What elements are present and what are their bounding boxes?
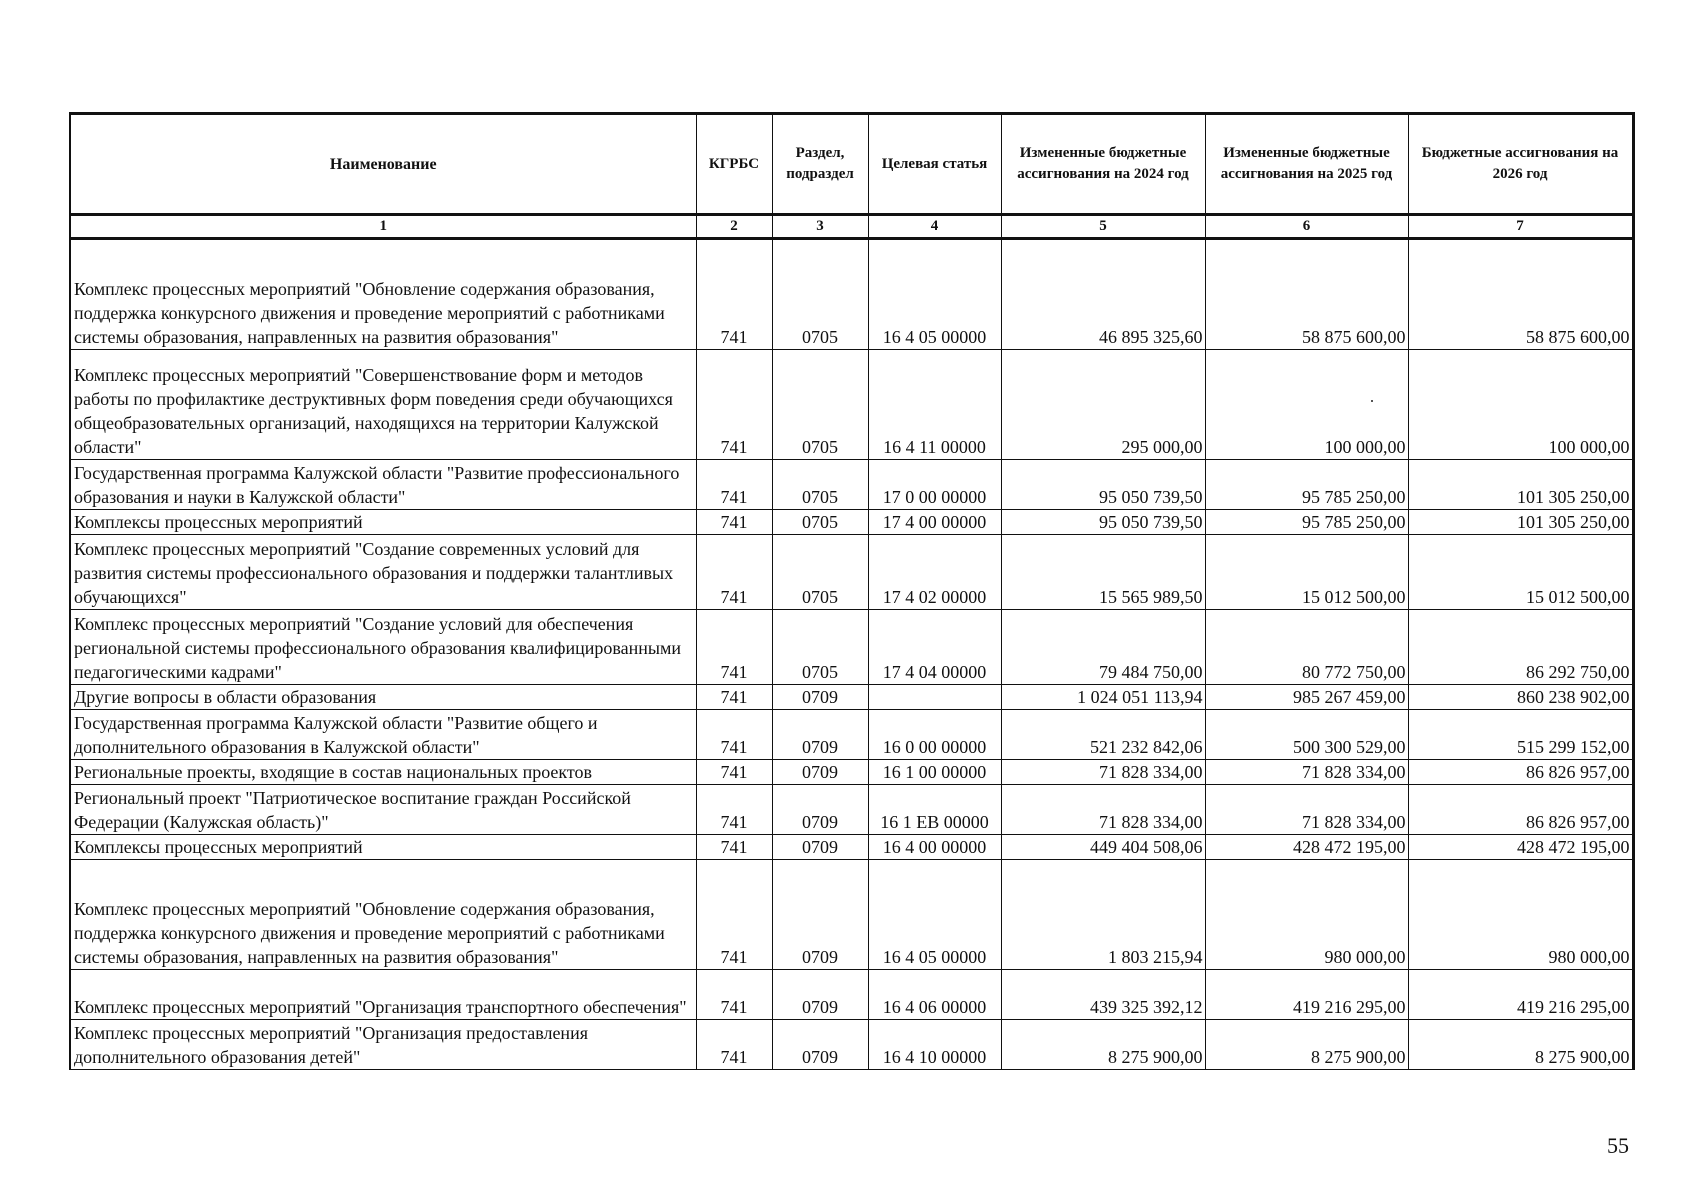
row-amount-2026: 100 000,00 xyxy=(1408,350,1633,460)
row-section: 0709 xyxy=(772,785,868,835)
header-name: Наименование xyxy=(70,114,696,215)
row-name: Государственная программа Калужской области "Развитие профессионального образования и науки в Калужской области" xyxy=(70,460,696,510)
row-kgrbs: 741 xyxy=(696,785,772,835)
row-amount-2026: 86 292 750,00 xyxy=(1408,610,1633,685)
row-amount-2024: 71 828 334,00 xyxy=(1001,785,1205,835)
row-amount-2026: 101 305 250,00 xyxy=(1408,460,1633,510)
scan-speck xyxy=(1371,400,1373,402)
row-target: 16 4 05 00000 xyxy=(868,239,1001,350)
row-section: 0709 xyxy=(772,760,868,785)
table-row xyxy=(70,350,1633,460)
table-body xyxy=(70,239,1633,1070)
row-kgrbs: 741 xyxy=(696,760,772,785)
row-amount-2024: 449 404 508,06 xyxy=(1001,835,1205,860)
table-row xyxy=(70,710,1633,760)
row-amount-2024: 1 803 215,94 xyxy=(1001,860,1205,970)
table-row xyxy=(70,835,1633,860)
row-name: Государственная программа Калужской области "Развитие общего и дополнительного образования в Калужской области" xyxy=(70,710,696,760)
row-kgrbs: 741 xyxy=(696,970,772,1020)
column-number-row xyxy=(70,215,1633,239)
header-2024: Измененные бюджетные ассигнования на 2024 год xyxy=(1001,114,1205,215)
row-amount-2026: 980 000,00 xyxy=(1408,860,1633,970)
row-kgrbs: 741 xyxy=(696,510,772,535)
header-2025: Измененные бюджетные ассигнования на 2025 год xyxy=(1205,114,1408,215)
header-section: Раздел, подраздел xyxy=(772,114,868,215)
table-row xyxy=(70,685,1633,710)
row-amount-2024: 15 565 989,50 xyxy=(1001,535,1205,610)
row-target: 16 4 11 00000 xyxy=(868,350,1001,460)
row-name: Комплексы процессных мероприятий xyxy=(70,835,696,860)
table-row xyxy=(70,970,1633,1020)
row-amount-2024: 521 232 842,06 xyxy=(1001,710,1205,760)
row-section: 0709 xyxy=(772,835,868,860)
row-section: 0705 xyxy=(772,460,868,510)
row-target: 16 4 06 00000 xyxy=(868,970,1001,1020)
row-kgrbs: 741 xyxy=(696,350,772,460)
table-row xyxy=(70,860,1633,970)
row-amount-2025: 419 216 295,00 xyxy=(1205,970,1408,1020)
row-name: Комплекс процессных мероприятий "Создание условий для обеспечения региональной системы профессионального образования квалифицированными педагогическими кадрами" xyxy=(70,610,696,685)
row-amount-2025: 8 275 900,00 xyxy=(1205,1020,1408,1070)
row-amount-2025: 980 000,00 xyxy=(1205,860,1408,970)
row-target: 16 0 00 00000 xyxy=(868,710,1001,760)
row-kgrbs: 741 xyxy=(696,685,772,710)
row-section: 0705 xyxy=(772,239,868,350)
row-name: Комплексы процессных мероприятий xyxy=(70,510,696,535)
row-target: 16 1 ЕВ 00000 xyxy=(868,785,1001,835)
row-amount-2026: 8 275 900,00 xyxy=(1408,1020,1633,1070)
row-amount-2025: 95 785 250,00 xyxy=(1205,460,1408,510)
column-number: 1 xyxy=(70,215,696,239)
row-kgrbs: 741 xyxy=(696,610,772,685)
row-name: Другие вопросы в области образования xyxy=(70,685,696,710)
row-amount-2025: 58 875 600,00 xyxy=(1205,239,1408,350)
row-target: 17 4 02 00000 xyxy=(868,535,1001,610)
row-amount-2026: 419 216 295,00 xyxy=(1408,970,1633,1020)
row-amount-2026: 101 305 250,00 xyxy=(1408,510,1633,535)
row-amount-2025: 100 000,00 xyxy=(1205,350,1408,460)
table-row xyxy=(70,239,1633,350)
row-amount-2024: 8 275 900,00 xyxy=(1001,1020,1205,1070)
row-kgrbs: 741 xyxy=(696,535,772,610)
table-row xyxy=(70,1020,1633,1070)
column-number: 3 xyxy=(772,215,868,239)
row-target: 17 4 04 00000 xyxy=(868,610,1001,685)
row-section: 0709 xyxy=(772,860,868,970)
row-amount-2025: 500 300 529,00 xyxy=(1205,710,1408,760)
row-target: 16 4 10 00000 xyxy=(868,1020,1001,1070)
row-amount-2025: 428 472 195,00 xyxy=(1205,835,1408,860)
column-number: 2 xyxy=(696,215,772,239)
row-amount-2024: 71 828 334,00 xyxy=(1001,760,1205,785)
row-amount-2024: 46 895 325,60 xyxy=(1001,239,1205,350)
row-amount-2025: 985 267 459,00 xyxy=(1205,685,1408,710)
row-amount-2025: 15 012 500,00 xyxy=(1205,535,1408,610)
row-amount-2026: 428 472 195,00 xyxy=(1408,835,1633,860)
row-section: 0705 xyxy=(772,610,868,685)
row-section: 0709 xyxy=(772,1020,868,1070)
row-section: 0705 xyxy=(772,535,868,610)
row-target: 16 1 00 00000 xyxy=(868,760,1001,785)
row-name: Комплекс процессных мероприятий "Организация предоставления дополнительного образования детей" xyxy=(70,1020,696,1070)
header-row xyxy=(70,114,1633,215)
row-amount-2024: 439 325 392,12 xyxy=(1001,970,1205,1020)
row-name: Комплекс процессных мероприятий "Обновление содержания образования, поддержка конкурсного движения и проведение мероприятий с работниками системы образования, направленных на развития образования" xyxy=(70,860,696,970)
row-amount-2025: 71 828 334,00 xyxy=(1205,760,1408,785)
column-number: 5 xyxy=(1001,215,1205,239)
table-row xyxy=(70,460,1633,510)
row-section: 0709 xyxy=(772,685,868,710)
row-name: Комплекс процессных мероприятий "Организация транспортного обеспечения" xyxy=(70,970,696,1020)
table-row xyxy=(70,760,1633,785)
row-kgrbs: 741 xyxy=(696,860,772,970)
table-row xyxy=(70,785,1633,835)
row-target xyxy=(868,685,1001,710)
table-row xyxy=(70,510,1633,535)
row-amount-2025: 80 772 750,00 xyxy=(1205,610,1408,685)
row-amount-2024: 295 000,00 xyxy=(1001,350,1205,460)
row-kgrbs: 741 xyxy=(696,239,772,350)
row-kgrbs: 741 xyxy=(696,1020,772,1070)
row-kgrbs: 741 xyxy=(696,710,772,760)
row-amount-2024: 1 024 051 113,94 xyxy=(1001,685,1205,710)
row-amount-2024: 95 050 739,50 xyxy=(1001,510,1205,535)
row-amount-2025: 71 828 334,00 xyxy=(1205,785,1408,835)
row-section: 0709 xyxy=(772,970,868,1020)
row-name: Комплекс процессных мероприятий "Обновление содержания образования, поддержка конкурсного движения и проведение мероприятий с работниками системы образования, направленных на развития образования" xyxy=(70,239,696,350)
row-target: 16 4 00 00000 xyxy=(868,835,1001,860)
row-kgrbs: 741 xyxy=(696,835,772,860)
column-number: 4 xyxy=(868,215,1001,239)
budget-table xyxy=(69,112,1635,1070)
row-amount-2026: 58 875 600,00 xyxy=(1408,239,1633,350)
table-row xyxy=(70,610,1633,685)
row-amount-2026: 86 826 957,00 xyxy=(1408,760,1633,785)
row-section: 0705 xyxy=(772,510,868,535)
header-target: Целевая статья xyxy=(868,114,1001,215)
row-target: 17 4 00 00000 xyxy=(868,510,1001,535)
column-number: 7 xyxy=(1408,215,1633,239)
row-target: 17 0 00 00000 xyxy=(868,460,1001,510)
row-name: Региональный проект "Патриотическое воспитание граждан Российской Федерации (Калужская область)" xyxy=(70,785,696,835)
row-amount-2026: 515 299 152,00 xyxy=(1408,710,1633,760)
row-amount-2024: 79 484 750,00 xyxy=(1001,610,1205,685)
row-amount-2026: 860 238 902,00 xyxy=(1408,685,1633,710)
row-name: Комплекс процессных мероприятий "Совершенствование форм и методов работы по профилактике деструктивных форм поведения среди обучающихся общеобразовательных организаций, находящихся на территории Калужской области" xyxy=(70,350,696,460)
column-number: 6 xyxy=(1205,215,1408,239)
row-section: 0705 xyxy=(772,350,868,460)
row-section: 0709 xyxy=(772,710,868,760)
row-amount-2025: 95 785 250,00 xyxy=(1205,510,1408,535)
header-kgrbs: КГРБС xyxy=(696,114,772,215)
row-name: Региональные проекты, входящие в состав национальных проектов xyxy=(70,760,696,785)
table-row xyxy=(70,535,1633,610)
header-2026: Бюджетные ассигнования на 2026 год xyxy=(1408,114,1633,215)
row-target: 16 4 05 00000 xyxy=(868,860,1001,970)
row-amount-2026: 86 826 957,00 xyxy=(1408,785,1633,835)
page-number: 55 xyxy=(1607,1133,1629,1158)
row-kgrbs: 741 xyxy=(696,460,772,510)
row-amount-2026: 15 012 500,00 xyxy=(1408,535,1633,610)
row-amount-2024: 95 050 739,50 xyxy=(1001,460,1205,510)
row-name: Комплекс процессных мероприятий "Создание современных условий для развития системы профессионального образования и поддержки талантливых обучающихся" xyxy=(70,535,696,610)
